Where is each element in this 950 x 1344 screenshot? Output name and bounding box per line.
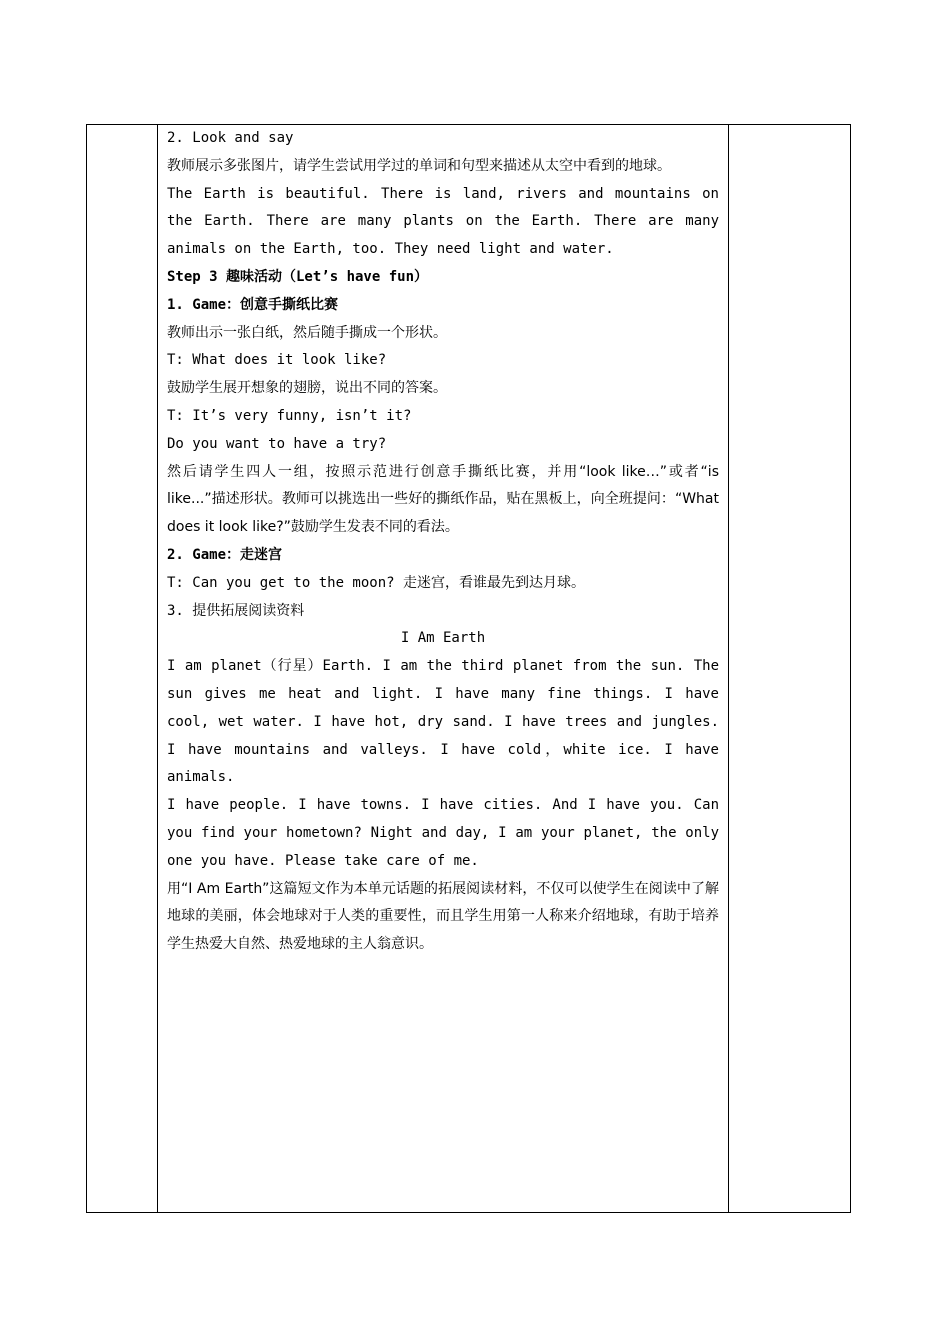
game1-teacher-line-1: T: What does it look like? [167, 352, 387, 369]
game1-teacher-line-3: Do you want to have a try? [167, 435, 387, 452]
game2-heading: 2. Game：走迷宫 [167, 546, 283, 563]
reading-summary: 用“I Am Earth”这篇短文作为本单元话题的拓展阅读材料，不仅可以使学生在阅读中了解地球的美丽，体会地球对于人类的重要性，而且学生用第一人称来介绍地球，有助于培养学生热爱大自然、热爱地球的主人翁意识。 [167, 880, 719, 953]
step3-heading: Step 3 趣味活动（Let’s have fun） [167, 268, 429, 285]
column-divider-left [157, 125, 158, 1212]
look-say-description: 教师展示多张图片，请学生尝试用学过的单词和句型来描述从太空中看到的地球。 [167, 157, 671, 174]
reading-paragraph-1: I am planet（行星）Earth. I am the third planet from the sun. The sun gives me heat and light. I have many fine things. I have cool, wet water. I have hot, dry sand. I have trees and jungles. I have mountains and valleys. I have cold，white ice. I have animals. [167, 658, 719, 786]
game1-teacher-line-2: T: It’s very funny, isn’t it? [167, 407, 412, 424]
reading-title: I Am Earth [400, 630, 486, 647]
reading-heading: 3. 提供拓展阅读资料 [167, 602, 305, 619]
look-say-example: The Earth is beautiful. There is land, rivers and mountains on the Earth. There are many plants on the Earth. There are many animals on the Earth, too. They need light and water. [167, 185, 719, 258]
game1-description-1: 教师出示一张白纸，然后随手撕成一个形状。 [167, 324, 447, 341]
lesson-table [86, 124, 851, 1213]
game1-description-3: 然后请学生四人一组，按照示范进行创意手撕纸比赛，并用“look like…”或者“is like...”描述形状。教师可以挑选出一些好的撕纸作品，贴在黑板上，向全班提问：“What does it look like?”鼓励学生发表不同的看法。 [167, 463, 719, 536]
game2-description: T: Can you get to the moon? 走迷宫，看谁最先到达月球。 [167, 574, 586, 591]
lesson-content-cell [167, 125, 719, 959]
reading-paragraph-2: I have people. I have towns. I have cities. And I have you. Can you find your hometown? Night and day, I am your planet, the only one you have. Please take care of me. [167, 797, 719, 869]
game1-description-2: 鼓励学生展开想象的翅膀，说出不同的答案。 [167, 380, 447, 397]
look-say-heading: 2. Look and say [167, 130, 294, 146]
game1-heading: 1. Game：创意手撕纸比赛 [167, 296, 339, 313]
column-divider-right [728, 125, 729, 1212]
